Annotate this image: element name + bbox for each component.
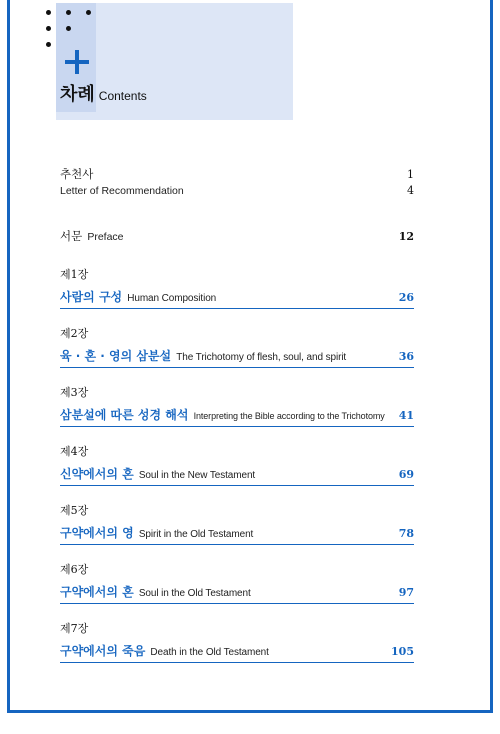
chapter-title-en: The Trichotomy of flesh, soul, and spirit [176, 352, 347, 363]
entry-title-ko: 서문 [60, 229, 83, 243]
toc-entry-recommendation-en[interactable] [60, 184, 414, 197]
chapter-page: 78 [398, 527, 414, 540]
chapter-page: 41 [398, 409, 414, 422]
entry-title: Letter of Recommendation [60, 185, 184, 197]
chapter-page: 97 [398, 586, 414, 599]
chapter-title-en: Human Composition [127, 293, 217, 304]
chapter-page: 36 [398, 350, 414, 363]
toc-entry-preface[interactable] [60, 225, 414, 244]
chapter-title-ko: 육 · 혼 · 영의 삼분설 [60, 349, 172, 363]
chapter-page: 69 [398, 468, 414, 481]
entry-page: 12 [398, 230, 414, 243]
chapter-title-ko: 구약에서의 혼 [60, 585, 134, 599]
chapter-title-en: Spirit in the Old Testament [138, 529, 254, 540]
chapter-label: 제1장 [60, 268, 89, 281]
page-title [60, 80, 147, 106]
title-korean: 차례 [60, 84, 95, 105]
toc-chapter-5[interactable] [60, 502, 414, 545]
chapter-title-en: Soul in the Old Testament [138, 588, 251, 599]
toc-chapter-1[interactable] [60, 266, 414, 309]
dot-icon [86, 10, 91, 15]
chapter-title-ko: 구약에서의 죽음 [60, 644, 146, 658]
chapter-label: 제6장 [60, 563, 89, 576]
toc-chapter-6[interactable] [60, 561, 414, 604]
chapter-label: 제7장 [60, 622, 89, 635]
chapter-label: 제4장 [60, 445, 89, 458]
dot-icon [46, 26, 51, 31]
dot-icon [46, 42, 51, 47]
dot-icon [66, 26, 71, 31]
chapter-title-ko: 사람의 구성 [60, 290, 123, 304]
entry-title-en: Preface [87, 231, 124, 243]
chapter-page: 26 [398, 291, 414, 304]
toc-chapter-3[interactable] [60, 384, 414, 427]
chapter-label: 제3장 [60, 386, 89, 399]
entry-page: 4 [407, 184, 414, 197]
chapter-title-ko: 구약에서의 영 [60, 526, 134, 540]
entry-page: 1 [407, 168, 414, 181]
toc-chapter-2[interactable] [60, 325, 414, 368]
chapter-title-ko: 삼분설에 따른 성경 해석 [60, 408, 189, 422]
toc-chapter-4[interactable] [60, 443, 414, 486]
chapter-title-en: Death in the Old Testament [150, 647, 269, 658]
toc-chapter-7[interactable] [60, 620, 414, 663]
chapter-title-ko: 신약에서의 혼 [60, 467, 134, 481]
dot-icon [66, 10, 71, 15]
dot-icon [46, 10, 51, 15]
entry-title: 추천사 [60, 167, 94, 181]
chapter-title-en: Interpreting the Bible according to the Trichotomy [193, 411, 385, 421]
plus-icon [65, 50, 89, 74]
chapter-label: 제5장 [60, 504, 89, 517]
chapter-title-en: Soul in the New Testament [138, 470, 256, 481]
chapter-label: 제2장 [60, 327, 89, 340]
chapter-page: 105 [391, 645, 414, 658]
toc-entry-recommendation-ko[interactable] [60, 166, 414, 182]
title-english: Contents [98, 89, 147, 103]
